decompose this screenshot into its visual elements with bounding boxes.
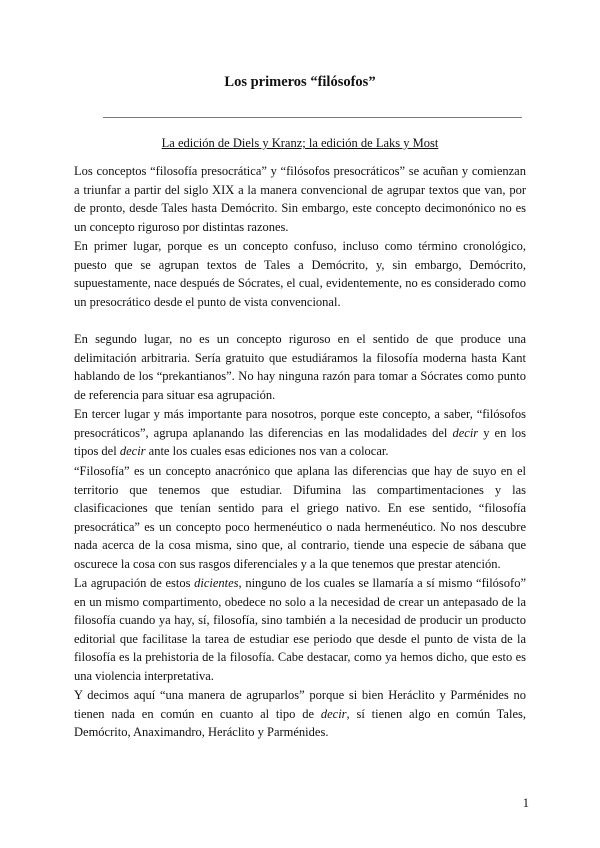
paragraph-7 <box>74 686 526 742</box>
paragraph-4-emphasis: decir <box>452 425 479 440</box>
paragraph-7-emphasis: decir <box>320 706 347 721</box>
paragraph-6-emphasis: dicientes <box>194 576 239 590</box>
page-number: 1 <box>522 796 529 810</box>
paragraph-4-emphasis-2: decir <box>119 444 146 459</box>
paragraph-5: “Filosofía” es un concepto anacrónico que aplana las diferencias que hay de suyo en el territorio que tenemos que estudiar. Difumina las compartimentaciones y las clasificaciones que tenían sentido para el griego nativo. En ese sentido, “filosofía presocrática” es un concepto poco hermenéutico o nada hermenéutico. No nos descubre nada acerca de la cosa misma, sino que, al contrario, tiende una especie de sábana que oscurece la cosa con sus rasgos diferenciales y a la que tenemos que prestar atención. <box>74 464 526 571</box>
paragraph-3: En segundo lugar, no es un concepto riguroso en el sentido de que produce una delimitación arbitraria. Sería gratuito que estudiáramos la filosofía moderna hasta Kant hablando de los “prekantianos”. No hay ninguna razón para tomar a Sócrates como punto de referencia para situar esa agrupación. <box>74 332 526 402</box>
paragraph-7-text-b: , sí tienen algo en común Tales, Demócrito, Anaximandro, Heráclito y Parménides. <box>74 706 526 740</box>
paragraph-4-text-a: En tercer lugar y más importante para nosotros, porque este concepto, a saber, “filósofos presocráticos”, agrupa aplanando las diferencias en las modalidades del <box>74 407 526 440</box>
paragraph-6 <box>74 574 526 686</box>
paragraph-4 <box>74 405 526 461</box>
document-title: Los primeros “filósofos” <box>224 74 376 90</box>
paragraph-4-text-c: ante los cuales esas ediciones nos van a colocar. <box>145 444 389 459</box>
paragraph-2: En primer lugar, porque es un concepto confuso, incluso como término cronológico, puesto que se agrupan textos de Tales a Demócrito, y, sin embargo, Demócrito, supuestamente, nace después de Sócrates, el cual, evidentemente, no es considerado como un presocrático desde el punto de vista convencional. <box>74 239 526 309</box>
paragraph-6-text-b: , ninguno de los cuales se llamaría a sí mismo “filósofo” en un mismo compartimento, obedece no solo a la necesidad de crear un antepasado de la filosofía cuando ya hay, sí, filosofía, sino también a la necesidad de producir un producto editorial que facilitase la tarea de estudiar ese periodo que desde el punto de vista de la filosofía es la prehistoria de la filosofía. Cabe destacar, como ya hemos dicho, que esto es una violencia interpretativa. <box>74 576 526 683</box>
section-subtitle: La edición de Diels y Kranz; la edición de Laks y Most <box>161 136 439 150</box>
paragraph-4-text-b: y en los tipos del <box>74 425 526 459</box>
paragraph-6-text-a: La agrupación de estos <box>74 576 195 590</box>
paragraph-7-text-a: Y decimos aquí “una manera de agruparlos” porque si bien Heráclito y Parménides no tienen nada en común en cuanto al tipo de <box>74 688 526 721</box>
paragraph-1: Los conceptos “filosofía presocrática” y “filósofos presocráticos” se acuñan y comienzan a triunfar a partir del siglo XIX a la manera convencional de agrupar textos que van, por de pronto, desde Tales hasta Demócrito. Sin embargo, este concepto decimonónico no es un concepto riguroso por distintas razones. <box>74 164 526 234</box>
title-divider <box>103 117 522 118</box>
